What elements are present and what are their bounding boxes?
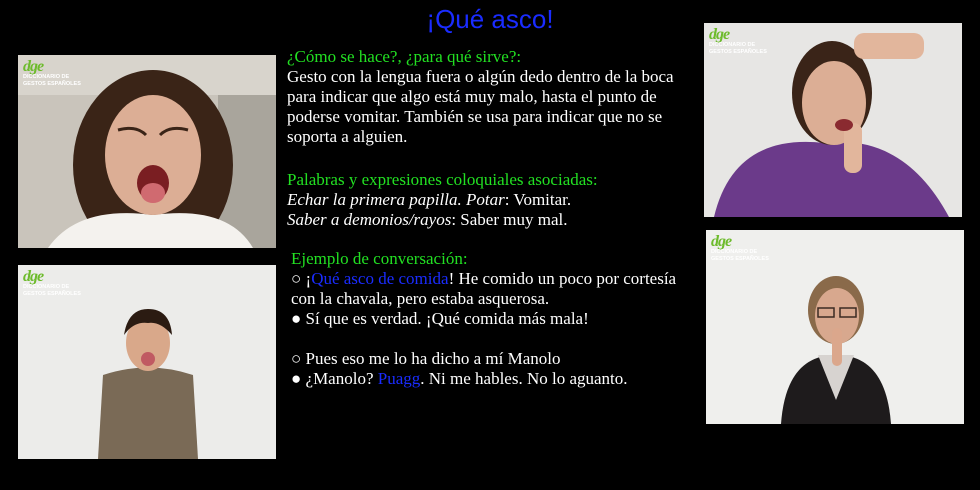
dge-logo: dge DICCIONARIO DE GESTOS ESPAÑOLES [23,268,81,297]
dge-logo: dge DICCIONARIO DE GESTOS ESPAÑOLES [709,26,767,55]
words-line-2: Saber a demonios/rayos: Saber muy mal. [287,210,568,229]
dge-logo: dge DICCIONARIO DE GESTOS ESPAÑOLES [711,233,769,262]
photo-woman-glasses-finger-mouth [706,230,964,424]
how-body: Gesto con la lengua fuera o algún dedo dentro de la boca para indicar que algo está muy malo, hasta el punto de poderse vomitar. También se usa para indicar que no se soporta a alguien. [287,67,674,146]
example-line-4: ● ¿Manolo? Puagg. Ni me hables. No lo aguanto. [291,369,628,388]
spacer [291,329,697,349]
example-heading: Ejemplo de conversación: [291,249,468,268]
words-line-1: Echar la primera papilla. Potar: Vomitar. [287,190,572,209]
dge-logo: dge DICCIONARIO DE GESTOS ESPAÑOLES [23,58,81,87]
page-title: ¡Qué asco! [426,4,554,34]
how-heading: ¿Cómo se hace?, ¿para qué sirve?: [287,47,522,66]
example-section [291,249,697,389]
example-line-2: ● Sí que es verdad. ¡Qué comida más mala! [291,309,589,328]
words-section [287,170,697,230]
words-heading: Palabras y expresiones coloquiales asociadas: [287,170,598,189]
example-line-3: ○ Pues eso me lo ha dicho a mí Manolo [291,349,561,368]
photo-woman-tongue-out [18,55,276,248]
example-line-1: ○ ¡Qué asco de comida! He comido un poco por cortesía con la chavala, pero estaba asquerosa. [291,269,677,308]
how-section [287,47,697,147]
photo-boy-tongue-out [18,265,276,459]
photo-woman-finger-mouth [704,23,962,217]
